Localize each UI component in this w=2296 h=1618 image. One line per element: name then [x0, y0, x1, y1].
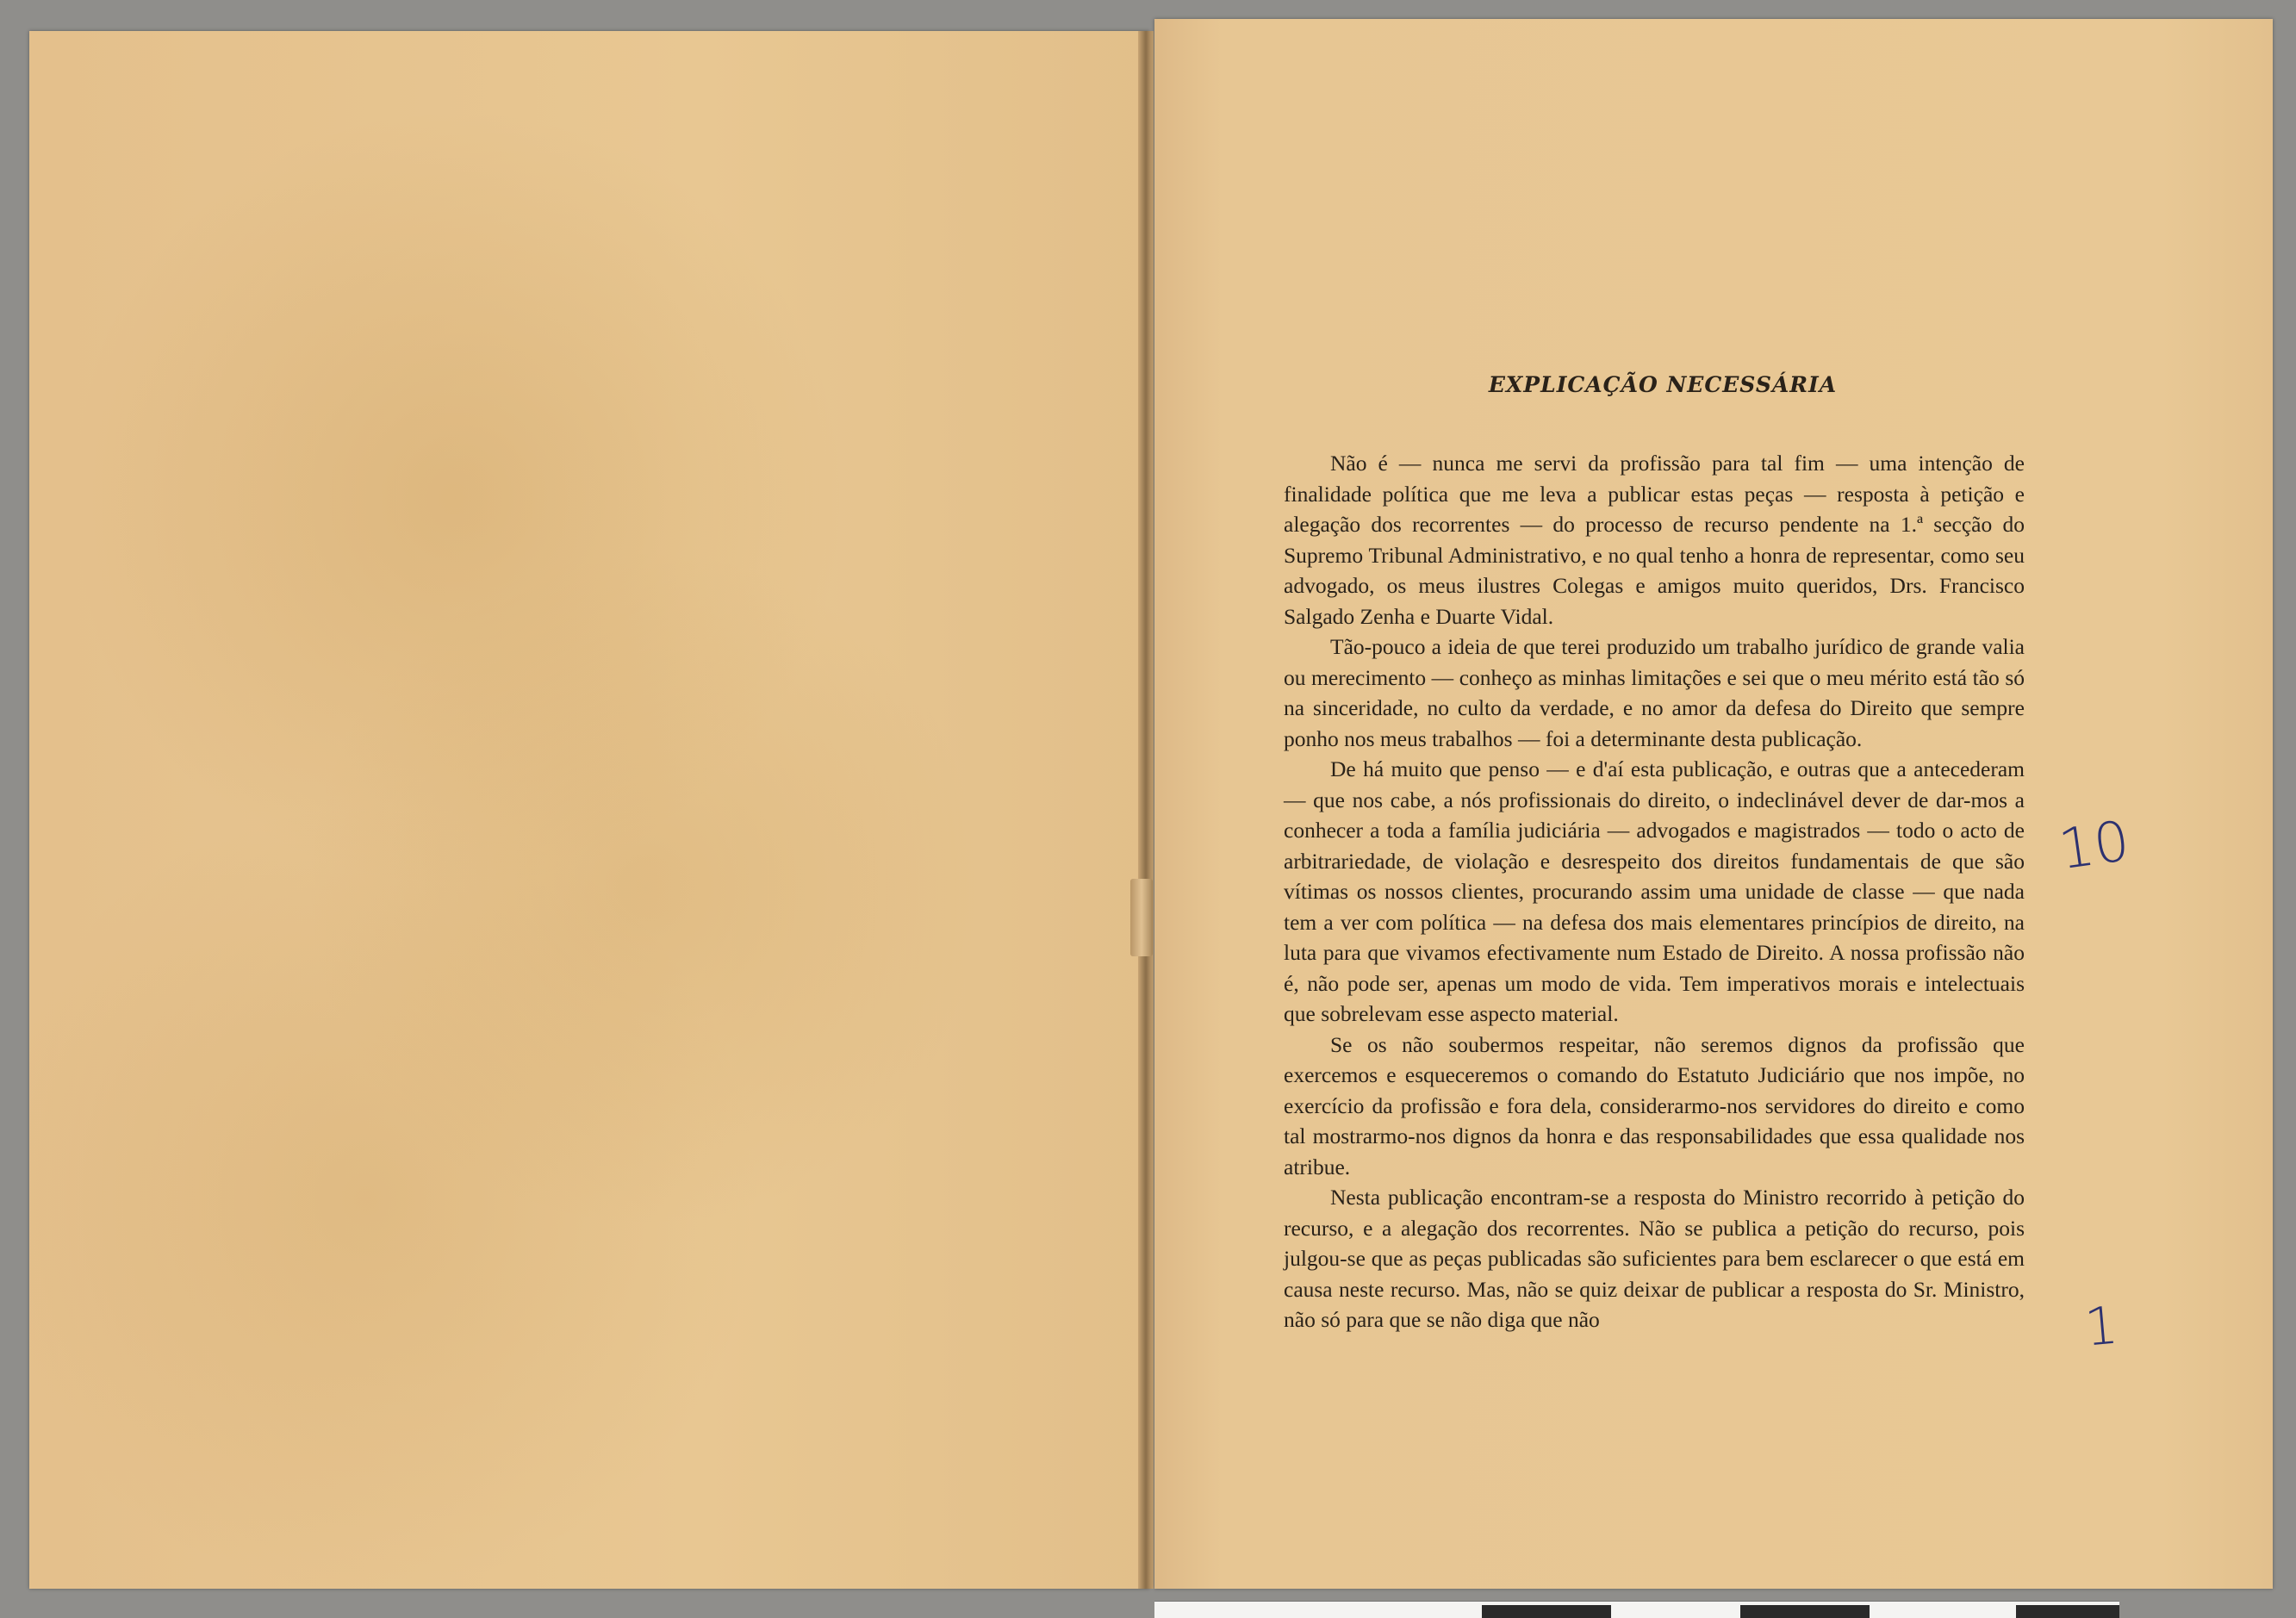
paragraph-3: De há muito que penso — e d'aí esta publicação, e outras que a antecederam — que nos cabe, a nós profissionais do direito, o indeclinável dever de dar-mos a conhecer a toda a família judiciária — advogados e magistrados — todo o acto de arbitrariedade, de violação e desrespeito dos direitos fundamentais de que são vítimas os nossos clientes, procurando assim uma unidade de classe — que nada tem a ver com política — na defesa dos mais elementares princípios de direito, na luta para que vivamos efectivamente num Estado de Direito. A nossa profissão não é, não pode ser, apenas um modo de vida. Tem imperativos morais e intelectuais que sobrelevam esse aspecto material. — [1284, 756, 2025, 1026]
page-heading: EXPLICAÇÃO NECESSÁRIA — [1488, 372, 1838, 397]
paragraph-5: Nesta publicação encontram-se a resposta do Ministro recorrido à petição do recurso, e a alegação dos recorrentes. Não se publica a petição do recurso, pois julgou-se que as peças publicadas são suficientes para bem esclarecer o que está em causa neste recurso. Mas, não se quiz deixar de publicar a resposta do Sr. Ministro, não só para que se não diga que não — [1284, 1185, 2025, 1332]
ruler-segment — [1740, 1605, 1870, 1618]
handwritten-note-10: 10 — [2055, 809, 2134, 883]
scale-ruler — [1154, 1601, 2119, 1618]
blank-left-page — [29, 31, 1149, 1589]
paragraph-2: Tão-pouco a ideia de que terei produzido um trabalho jurídico de grande valia ou merecimento — conheço as minhas limitações e sei que o meu mérito está tão só na sinceridade, no culto da verdade, e no amor da defesa do Direito que sempre ponho nos meus trabalhos — foi a determinante desta publicação. — [1284, 634, 2025, 751]
body-text — [1284, 448, 2025, 1335]
paragraph-4: Se os não soubermos respeitar, não seremos dignos da profissão que exercemos e esqueceremos o comando do Estatuto Judiciário que nos impõe, no exercício da profissão e fora dela, considerarmo-nos servidores do direito e como tal mostrarmo-nos dignos da honra e das responsabilidades que essa qualidade nos atribue. — [1284, 1031, 2025, 1179]
staple — [1130, 879, 1153, 956]
handwritten-note-1: 1 — [2082, 1295, 2121, 1359]
book-spine — [1138, 31, 1154, 1589]
ruler-segment — [1482, 1605, 1611, 1618]
ruler-segment — [2016, 1605, 2119, 1618]
paragraph-1: Não é — nunca me servi da profissão para tal fim — uma intenção de finalidade política que me leva a publicar estas peças — resposta à petição e alegação dos recorrentes — do processo de recurso pendente na 1.ª secção do Supremo Tribunal Administrativo, e no qual tenho a honra de representar, como seu advogado, os meus ilustres Colegas e amigos muito queridos, Drs. Francisco Salgado Zenha e Duarte Vidal. — [1284, 451, 2025, 629]
